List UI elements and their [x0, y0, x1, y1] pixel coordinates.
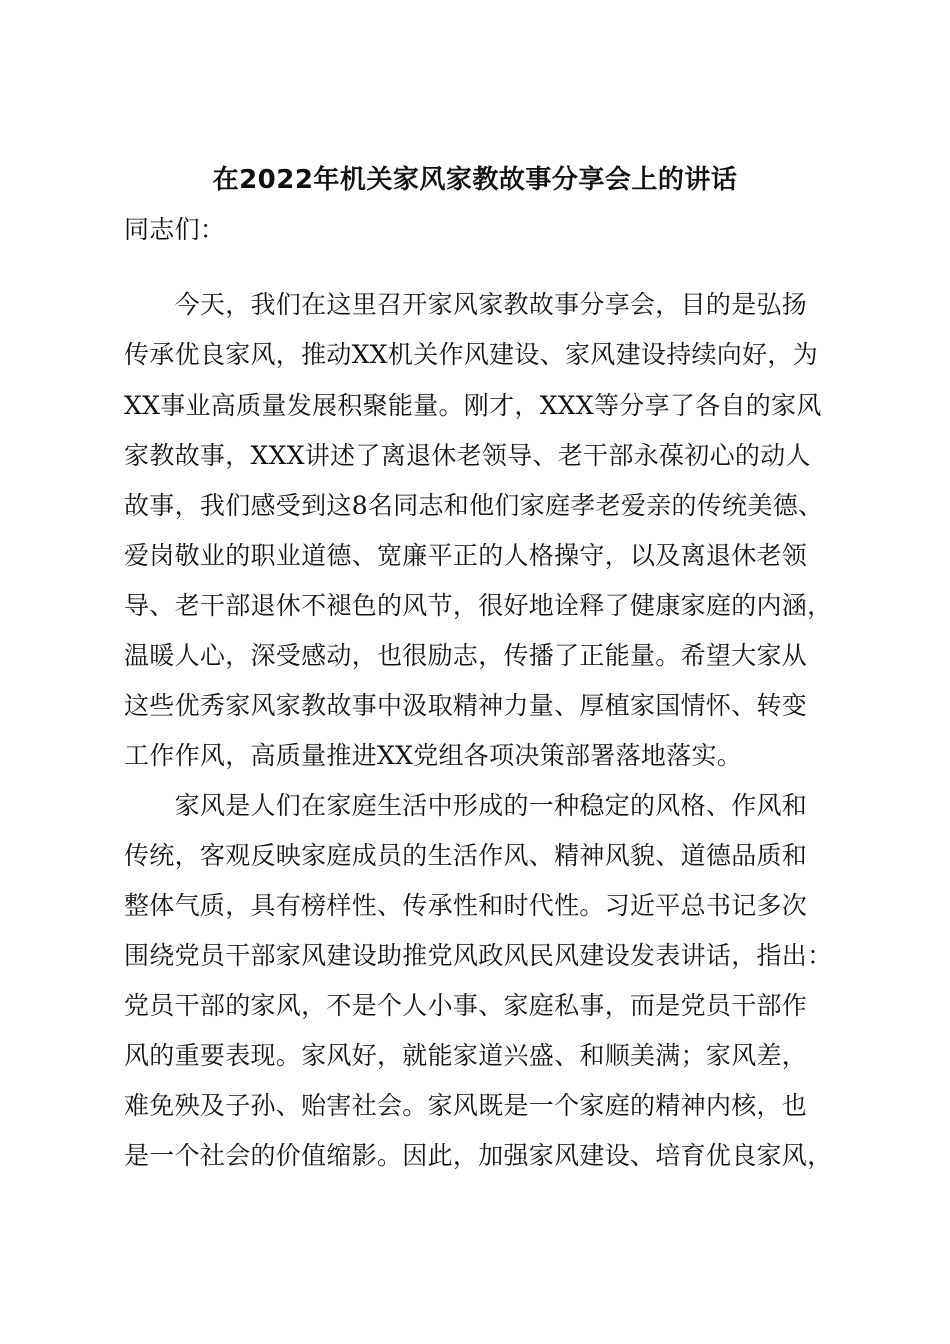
paragraph-line: 传统，客观反映家庭成员的生活作风、精神风貌、道德品质和: [124, 841, 808, 870]
paragraph-line: XX事业高质量发展积聚能量。刚才，XXX等分享了各自的家风: [124, 391, 822, 420]
paragraph-line: 整体气质，具有榜样性、传承性和时代性。习近平总书记多次: [124, 891, 808, 920]
paragraph-line: 党员干部的家风，不是个人小事、家庭私事，而是党员干部作: [124, 991, 808, 1020]
paragraph-line: 传承优良家风，推动XX机关作风建设、家风建设持续向好，为: [124, 340, 818, 369]
paragraph-line: 这些优秀家风家教故事中汲取精神力量、厚植家国情怀、转变: [124, 691, 808, 720]
paragraph-line: 导、老干部退休不褪色的风节，很好地诠释了健康家庭的内涵，: [124, 591, 833, 620]
paragraph-line: 爱岗敬业的职业道德、宽廉平正的人格操守，以及离退休老领: [124, 541, 808, 570]
salutation: 同志们：: [124, 215, 226, 244]
paragraph-line: 故事，我们感受到这8名同志和他们家庭孝老爱亲的传统美德、: [124, 491, 824, 520]
paragraph-line: 温暖人心，深受感动，也很励志，传播了正能量。希望大家从: [124, 641, 808, 670]
paragraph-line: 难免殃及子孙、贻害社会。家风既是一个家庭的精神内核，也: [124, 1091, 808, 1120]
paragraph-line: 风的重要表现。家风好，就能家道兴盛、和顺美满；家风差，: [124, 1041, 808, 1070]
paragraph-line: 今天，我们在这里召开家风家教故事分享会，目的是弘扬: [124, 290, 808, 319]
paragraph-line: 是一个社会的价值缩影。因此，加强家风建设、培育优良家风，: [124, 1141, 833, 1170]
paragraph-line: 围绕党员干部家风建设助推党风政风民风建设发表讲话，指出：: [124, 941, 833, 970]
document-title: 在2022年机关家风家教故事分享会上的讲话: [212, 165, 738, 195]
paragraph-line: 家教故事，XXX讲述了离退休老领导、老干部永葆初心的动人: [124, 441, 811, 470]
paragraph-line: 工作作风，高质量推进XX党组各项决策部署落地落实。: [124, 741, 743, 770]
paragraph-line: 家风是人们在家庭生活中形成的一种稳定的风格、作风和: [124, 791, 808, 820]
